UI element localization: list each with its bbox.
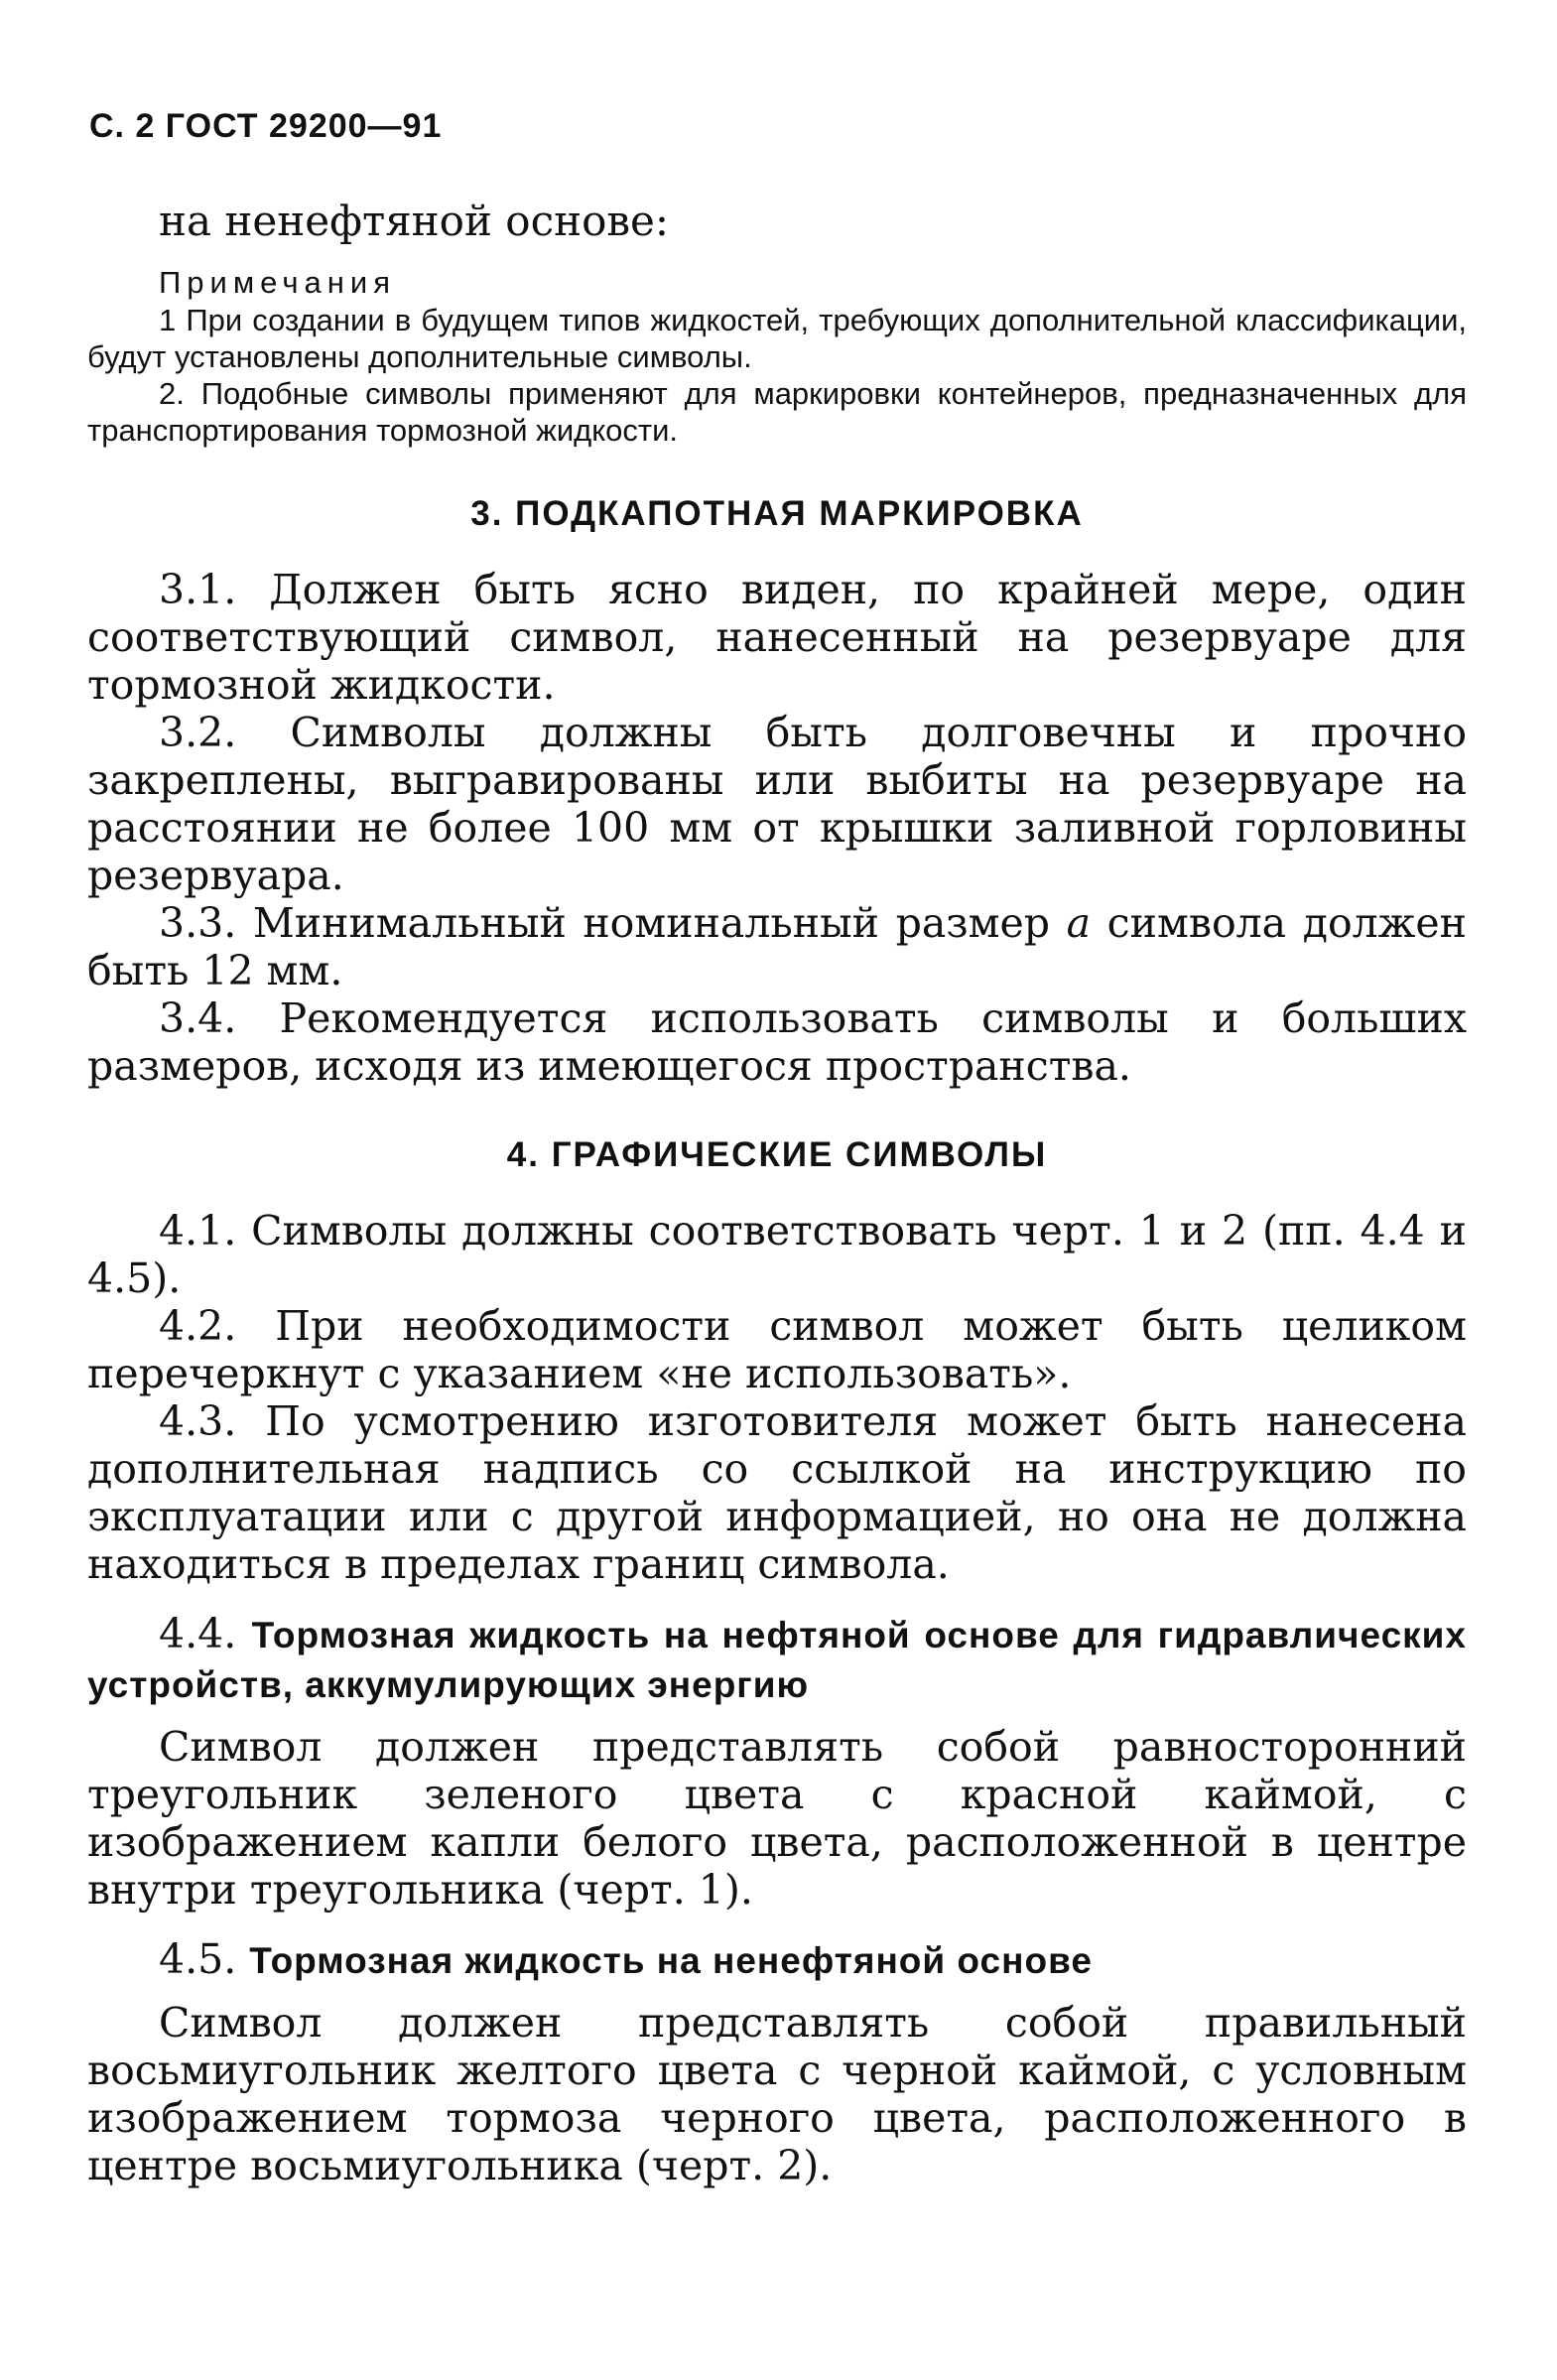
clause-3-2: 3.2. Символы должны быть долговечны и прочно закреплены, выгравированы или выбиты на резервуаре на расстоянии не более 100 мм от крышки заливной горловины резервуара. — [87, 709, 1467, 899]
clause-4-4-heading — [87, 1610, 1467, 1709]
clause-3-3-end: символа должен быть 12 мм. — [87, 899, 1467, 994]
clause-4-3: 4.3. По усмотрению изготовителя может быть нанесена дополнительная надпись со ссылкой на инструкцию по эксплуатации или с другой информацией, но она не должна находиться в пределах границ символа. — [87, 1397, 1467, 1588]
note-2: 2. Подобные символы применяют для маркировки контейнеров, предназначенных для транспортирования тормозной жидкости. — [87, 376, 1467, 448]
clause-3-3-start: 3.3. Минимальный номинальный размер — [159, 899, 1067, 947]
clause-4-2: 4.2. При необходимости символ может быть целиком перечеркнут с указанием «не использовать». — [87, 1302, 1467, 1397]
clause-4-5-title: Тормозная жидкость на ненефтяной основе — [249, 1940, 1093, 1981]
clause-4-4-number: 4.4. — [159, 1610, 237, 1657]
clause-4-5-heading — [87, 1935, 1467, 1985]
clause-3-3-variable: a — [1066, 899, 1092, 947]
note-1: 1 При создании в будущем типов жидкостей, требующих дополнительной классификации, будут установлены дополнительные символы. — [87, 303, 1467, 374]
section-3-title: 3. ПОДКАПОТНАЯ МАРКИРОВКА — [470, 494, 1084, 533]
document-body — [87, 197, 1467, 2189]
page-header: С. 2 ГОСТ 29200—91 — [89, 107, 443, 145]
intro-line: на ненефтяной основе: — [159, 197, 670, 245]
clause-3-1: 3.1. Должен быть ясно виден, по крайней мере, один соответствующий символ, нанесенный на резервуаре для тормозной жидкости. — [87, 566, 1467, 709]
notes-title: Примечания — [159, 265, 396, 300]
clause-4-4-text: Символ должен представлять собой равносторонний треугольник зеленого цвета с красной каймой, с изображением капли белого цвета, расположенной в центре внутри треугольника (черт. 1). — [87, 1723, 1467, 1914]
clause-4-4-title: Тормозная жидкость на нефтяной основе для гидравлических устройств, аккумулирующих энергию — [87, 1615, 1467, 1705]
clause-4-1: 4.1. Символы должны соответствовать черт. 1 и 2 (пп. 4.4 и 4.5). — [87, 1207, 1467, 1302]
clause-3-4: 3.4. Рекомендуется использовать символы и больших размеров, исходя из имеющегося пространства. — [87, 994, 1467, 1090]
clause-3-3 — [87, 899, 1467, 994]
section-4-title: 4. ГРАФИЧЕСКИЕ СИМВОЛЫ — [506, 1135, 1048, 1174]
clause-4-5-number: 4.5. — [159, 1935, 237, 1983]
clause-4-5-text: Символ должен представлять собой правильный восьмиугольник желтого цвета с черной каймой, с условным изображением тормоза черного цвета, расположенного в центре восьмиугольника (черт. 2). — [87, 1999, 1467, 2189]
